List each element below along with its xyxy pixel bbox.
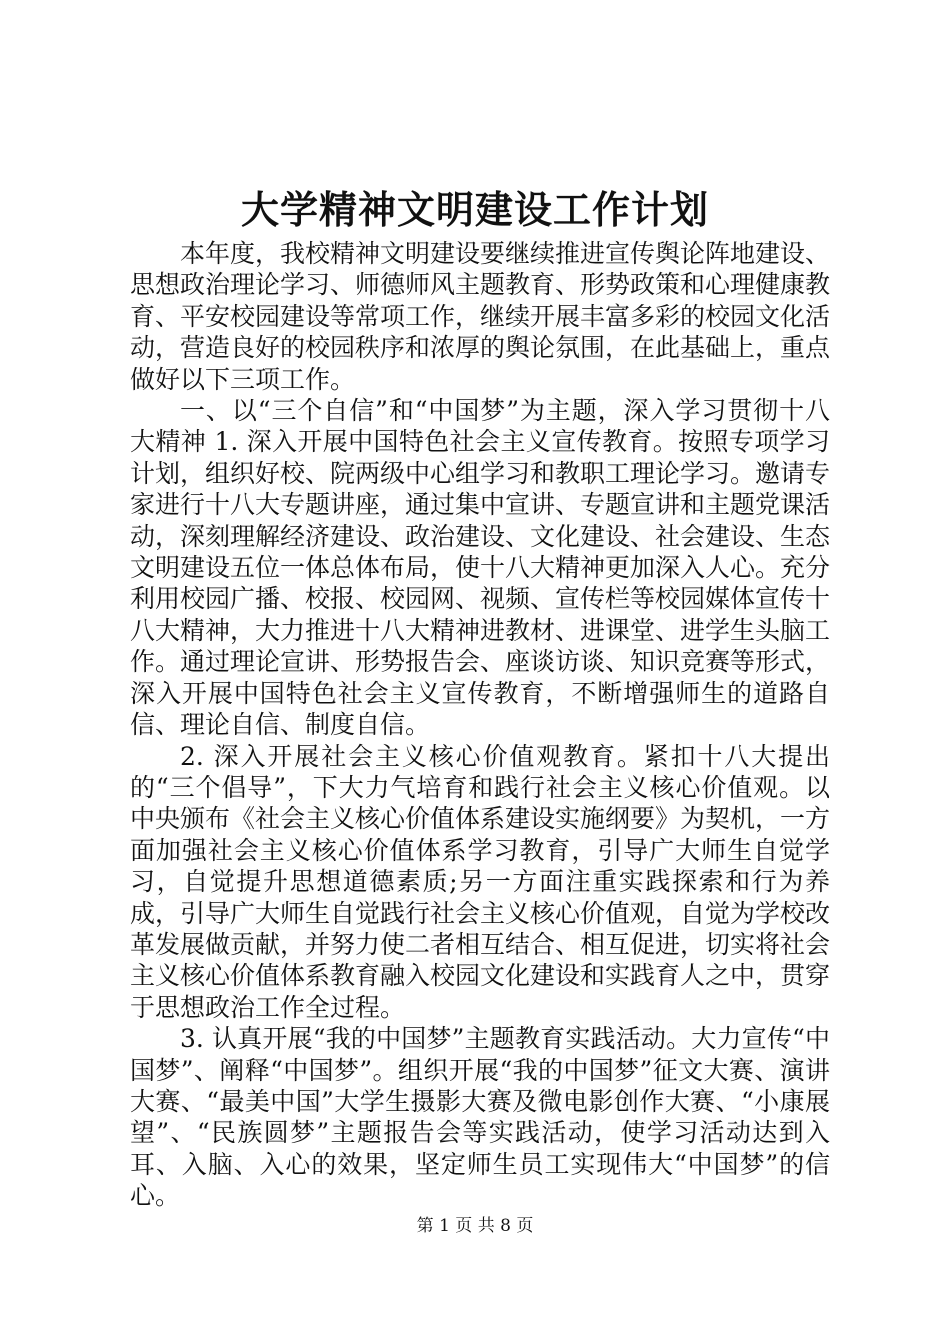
paragraph-item-three: 3. 认真开展“我的中国梦”主题教育实践活动。大力宣传“中国梦”、阐释“中国梦”。组织开展“我的中国梦”征文大赛、演讲大赛、“最美中国”大学生摄影大赛及微电影创作大赛、“小康展望”、“民族圆梦”主题报告会等实践活动，使学习活动达到入耳、入脑、入心的效果，坚定师生员工实现伟大“中国梦”的信心。	[130, 1024, 830, 1211]
paragraph-item-two: 2. 深入开展社会主义核心价值观教育。紧扣十八大提出的“三个倡导”，下大力气培育和践行社会主义核心价值观。以中央颁布《社会主义核心价值体系建设实施纲要》为契机，一方面加强社会主义核心价值体系学习教育，引导广大师生自觉学习，自觉提升思想道德素质;另一方面注重实践探索和行为养成，引导广大师生自觉践行社会主义核心价值观，自觉为学校改革发展做贡献，并努力使二者相互结合、相互促进，切实将社会主义核心价值体系教育融入校园文化建设和实践育人之中，贯穿于思想政治工作全过程。	[130, 741, 831, 1022]
page-footer	[0, 1214, 950, 1238]
page-indicator: 第 1 页 共 8 页	[416, 1216, 534, 1236]
paragraph-intro: 本年度，我校精神文明建设要继续推进宣传舆论阵地建设、思想政治理论学习、师德师风主题教育、形势政策和心理健康教育、平安校园建设等常项工作，继续开展丰富多彩的校园文化活动，营造良好的校园秩序和浓厚的舆论氛围，在此基础上，重点做好以下三项工作。	[130, 239, 831, 394]
document-body	[130, 238, 830, 1212]
document-title: 大学精神文明建设工作计划	[240, 187, 709, 232]
paragraph-section-one: 一、以“三个自信”和“中国梦”为主题，深入学习贯彻十八大精神 1. 深入开展中国特色社会主义宣传教育。按照专项学习计划，组织好校、院两级中心组学习和教职工理论学习。邀请专家进行十八大专题讲座，通过集中宣讲、专题宣讲和主题党课活动，深刻理解经济建设、政治建设、文化建设、社会建设、生态文明建设五位一体总体布局，使十八大精神更加深入人心。充分利用校园广播、校报、校园网、视频、宣传栏等校园媒体宣传十八大精神，大力推进十八大精神进教材、进课堂、进学生头脑工作。通过理论宣讲、形势报告会、座谈访谈、知识竞赛等形式，深入开展中国特色社会主义宣传教育，不断增强师生的道路自信、理论自信、制度自信。	[130, 396, 831, 740]
